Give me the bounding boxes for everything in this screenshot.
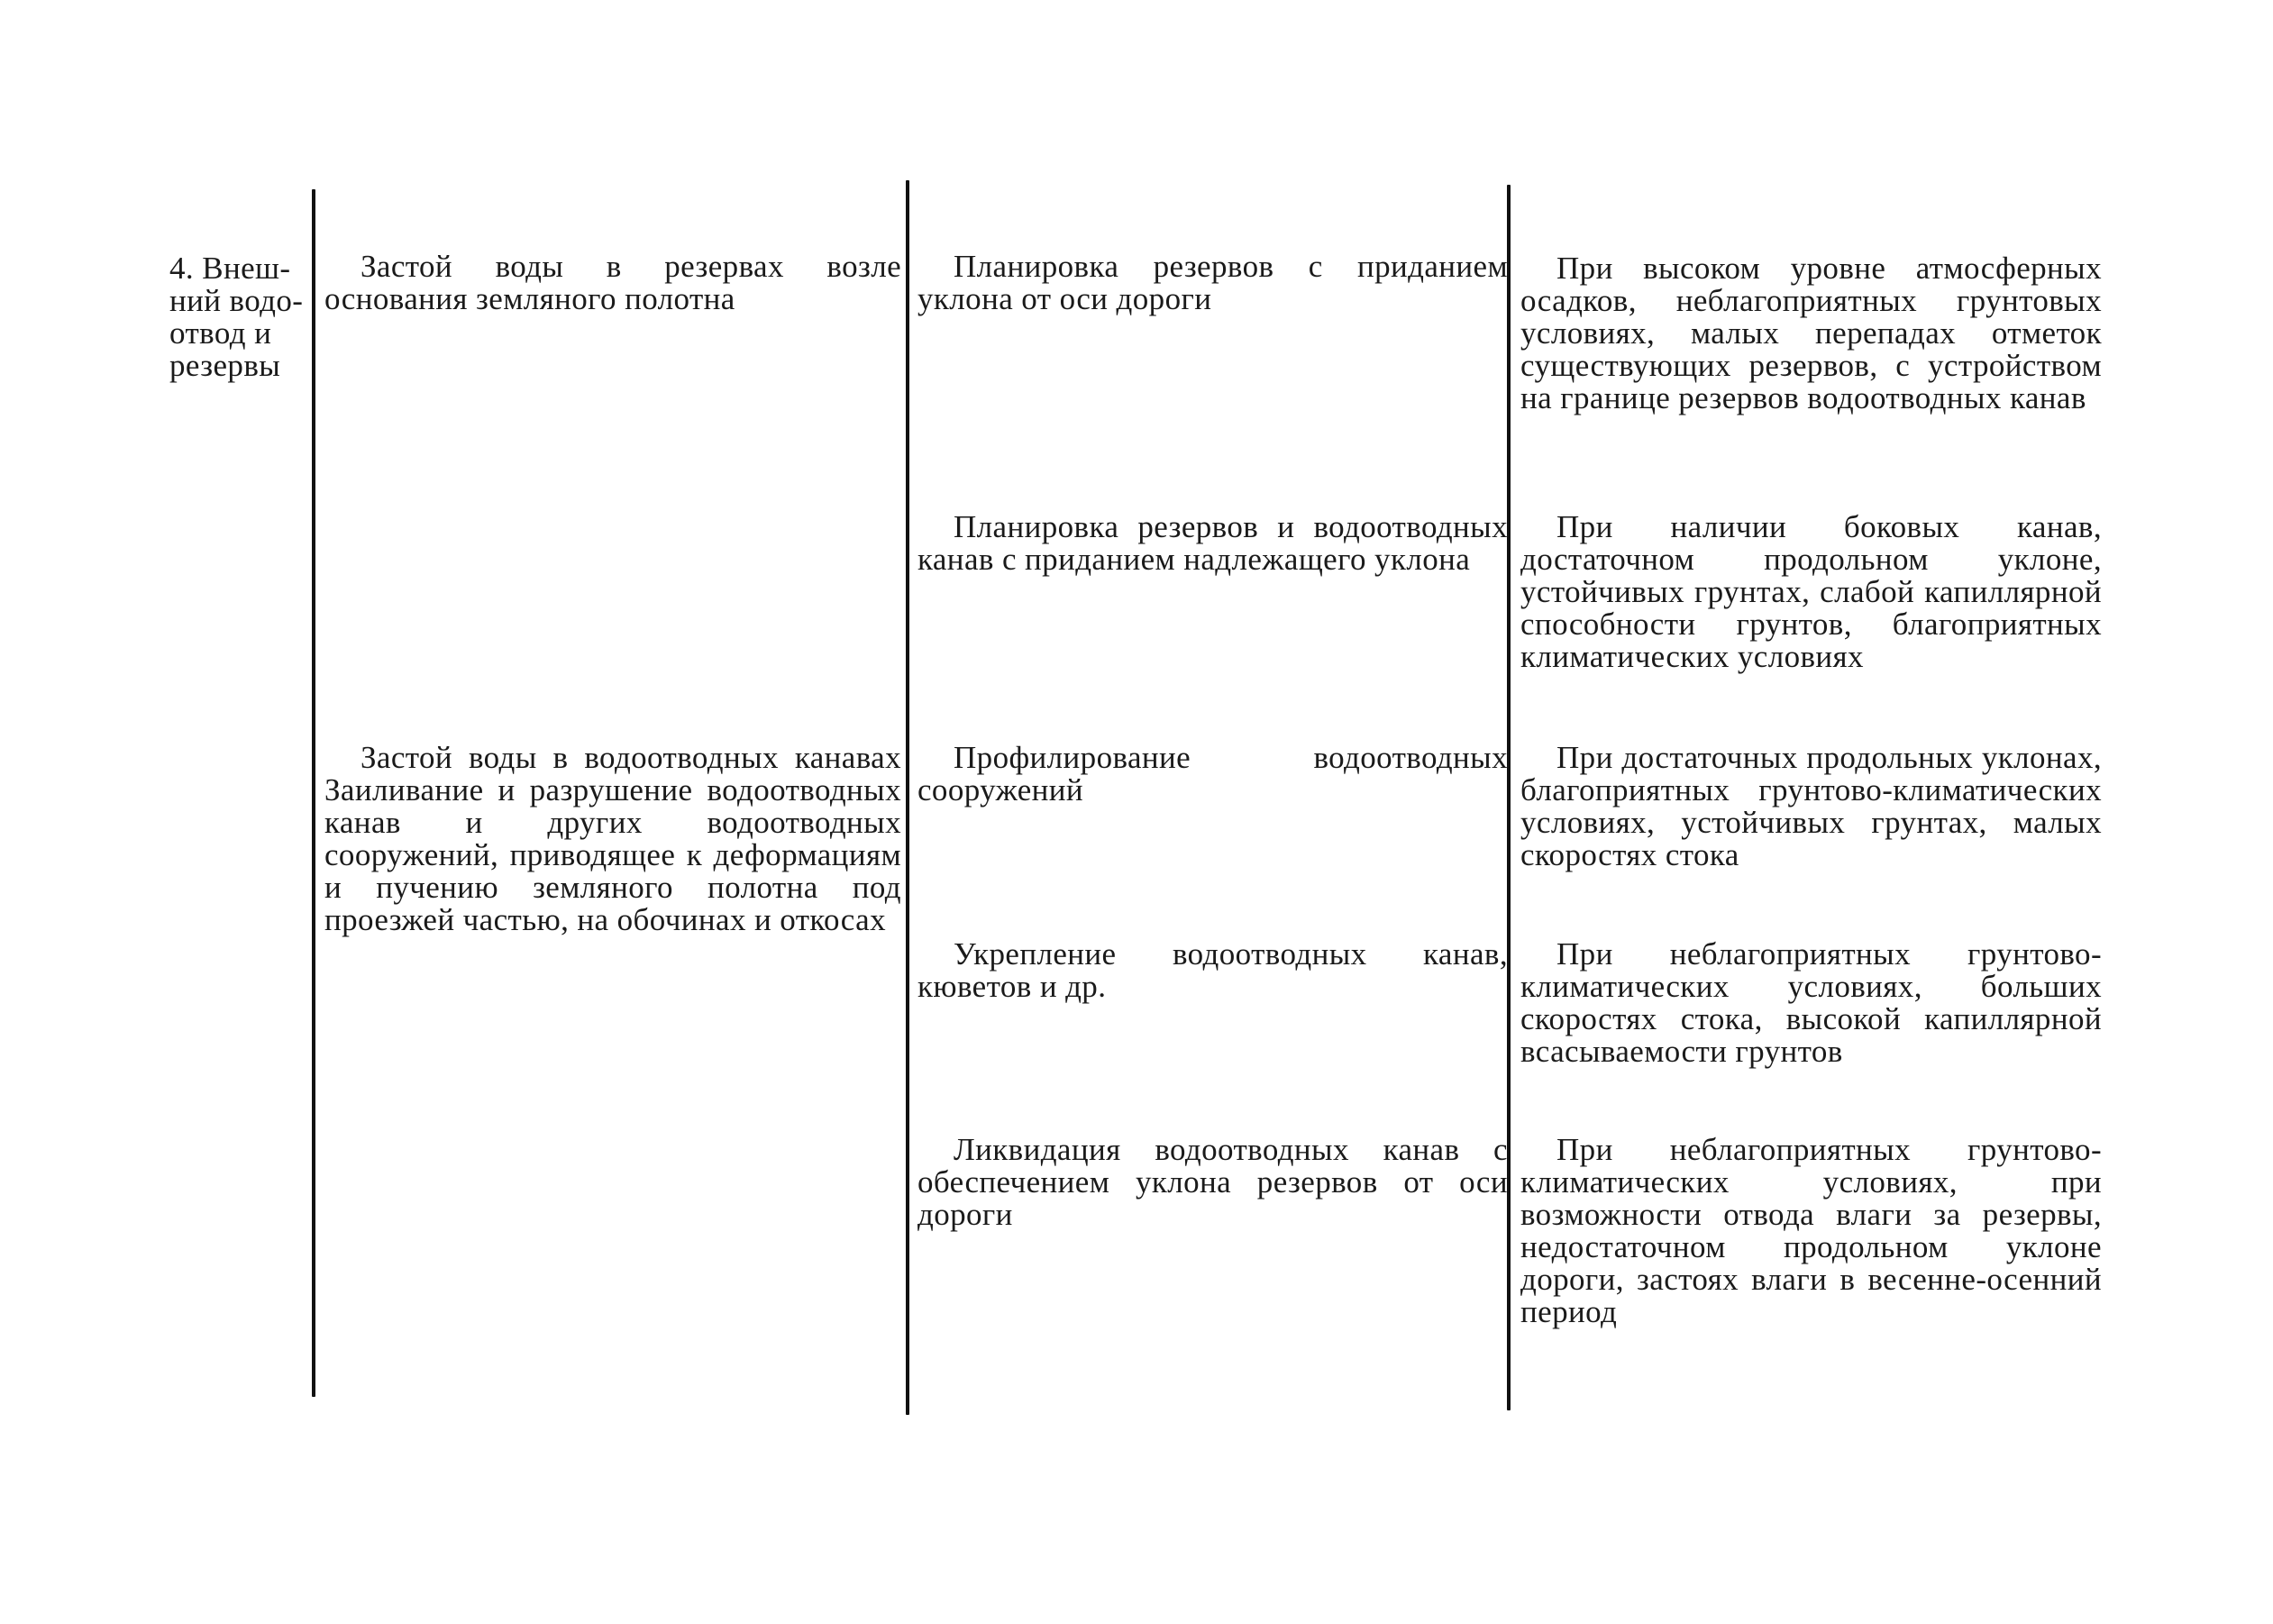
measure-text: Ликвидация водоотводных канав с обеспечением уклона резервов от оси дороги — [917, 1132, 1508, 1232]
measure-cell — [917, 938, 1508, 1003]
condition-text: При неблагоприятных грунтово-климатических условиях, при возможности отвода влаги за резервы, недостаточном продольном уклоне дороги, застоях влаги в весенне-осенний период — [1520, 1132, 2102, 1329]
measure-text: Планировка резервов и водоотводных канав с приданием надлежащего уклона — [917, 509, 1508, 577]
condition-cell — [1520, 252, 2102, 415]
defect-text: Застой воды в резервах возле основания земляного полотна — [324, 249, 901, 316]
measure-cell — [917, 251, 1508, 315]
defect-cell — [324, 742, 901, 936]
condition-cell — [1520, 511, 2102, 673]
section-heading-line: ний водо- — [169, 283, 304, 318]
measure-text: Планировка резервов с приданием уклона от оси дороги — [917, 249, 1508, 316]
column-divider-2 — [906, 180, 909, 1415]
condition-text: При неблагоприятных грунтово-климатических условиях, больших скоростях стока, высокой капиллярной всасываемости грунтов — [1520, 936, 2102, 1069]
condition-cell — [1520, 1134, 2102, 1328]
condition-text: При наличии боковых канав, достаточном продольном уклоне, устойчивых грунтах, слабой капиллярной способности грунтов, благоприятных климатических условиях — [1520, 509, 2102, 674]
defect-cell — [324, 251, 901, 315]
section-heading — [169, 252, 314, 382]
section-heading-line: 4. Внеш- — [169, 251, 291, 286]
condition-cell — [1520, 938, 2102, 1068]
measure-text: Профилирование водоотводных сооружений — [917, 740, 1508, 807]
condition-text: При достаточных продольных уклонах, благоприятных грунтово-климатических условиях, устойчивых грунтах, малых скоростях стока — [1520, 740, 2102, 872]
condition-text: При высоком уровне атмосферных осадков, неблагоприятных грунтовых условиях, малых перепадах отметок существующих резервов, с устройством на границе резервов водоотводных канав — [1520, 251, 2102, 415]
measure-cell — [917, 1134, 1508, 1231]
measure-text: Укрепление водоотводных канав, кюветов и др. — [917, 936, 1508, 1004]
defect-text: Застой воды в водоотводных канавах Заиливание и разрушение водоотводных канав и других водоотводных сооружений, приводящее к деформациям и пучению земляного полотна под проезжей частью, на обочинах и откосах — [324, 740, 901, 937]
measure-cell — [917, 742, 1508, 807]
section-heading-line: отвод и — [169, 315, 272, 351]
section-heading-line: резервы — [169, 348, 281, 383]
condition-cell — [1520, 742, 2102, 871]
measure-cell — [917, 511, 1508, 576]
